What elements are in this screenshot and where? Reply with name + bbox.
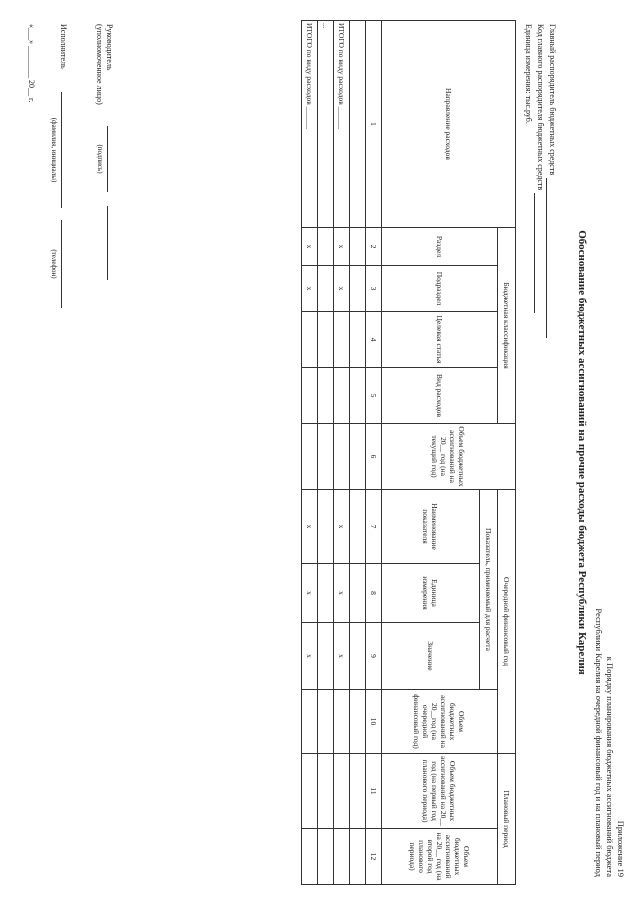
col-num: 2 <box>366 228 382 266</box>
appendix-ref-line1: к Порядку планирования бюджетных ассигнований бюджета <box>605 656 615 877</box>
col-num: 4 <box>366 312 382 368</box>
x-mark: х <box>302 266 318 312</box>
authorized-person-label: (уполномоченное лицо) <box>95 24 104 105</box>
header-budget-classification: Бюджетная классификация <box>498 228 516 424</box>
document-title: Обоснование бюджетных ассигнований на прочие расходы бюджета Республики Карелия <box>576 230 588 675</box>
executor-name-line <box>61 92 62 208</box>
header-next-year-volume: Объем бюджетных ассигнований на 20__год (на очередной финансовый год) <box>382 690 498 754</box>
executor-name-caption: (фамилия, инициалы) <box>50 117 58 183</box>
column-number-row <box>366 21 382 885</box>
col-num: 12 <box>366 829 382 885</box>
col-num: 6 <box>366 424 382 490</box>
header-subsection: Подраздел <box>382 266 498 312</box>
x-mark: х <box>302 490 318 564</box>
header-plan-second-year: Объем бюджетных ассигнований на 20__ год (на второй год планового периода) <box>382 829 498 885</box>
header-direction: Направление расходов <box>382 21 516 228</box>
x-mark: х <box>334 228 350 266</box>
head-name-line <box>107 206 108 280</box>
total-label: ИТОГО по виду расходов ______ <box>334 21 350 228</box>
header-section: Раздел <box>382 228 498 266</box>
meta-row-unit <box>522 24 534 338</box>
total-row <box>302 21 318 885</box>
meta-code-label: Код главного распорядителя бюджетных средств <box>536 24 545 191</box>
appendix-number: Приложение 19 <box>616 820 626 877</box>
x-mark: х <box>302 623 318 690</box>
col-num: 3 <box>366 266 382 312</box>
x-mark: х <box>334 623 350 690</box>
meta-row-distributor <box>546 24 558 338</box>
meta-distributor-line <box>546 178 555 338</box>
budget-table <box>301 20 516 885</box>
header-indicator-value: Значение <box>382 623 480 690</box>
col-num: 1 <box>366 21 382 228</box>
header-indicator-name: Наименование показателя <box>382 490 480 564</box>
appendix-header <box>593 608 626 877</box>
meta-code-line <box>534 193 543 313</box>
col-num: 9 <box>366 623 382 690</box>
date-line: «___» ________ 20__ г. <box>27 24 36 103</box>
header-planning-period: Плановый период <box>498 754 516 885</box>
x-mark: х <box>334 490 350 564</box>
x-mark: х <box>334 266 350 312</box>
blank-row <box>350 21 366 885</box>
col-num: 5 <box>366 368 382 424</box>
header-plan-first-year: Объем бюджетных ассигнований на 20__ год (на первый год планового периода) <box>382 754 498 829</box>
x-mark: х <box>302 564 318 623</box>
executor-phone-caption: (телефон) <box>50 249 58 279</box>
col-num: 10 <box>366 690 382 754</box>
header-expense-type: Вид расходов <box>382 368 498 424</box>
header-indicator: Показатель, применяемый для расчета <box>480 490 498 690</box>
meta-unit-label: Единица измерения: тыс.руб. <box>524 24 533 124</box>
appendix-ref-line2: Республики Карелия на очередной финансовый год и на плановый период <box>594 608 604 877</box>
ellipsis-row <box>318 21 334 885</box>
head-label: Руководитель <box>105 24 114 71</box>
col-num: 11 <box>366 754 382 829</box>
ellipsis: ... <box>318 21 334 228</box>
total-row <box>334 21 350 885</box>
head-signature-caption: (подпись) <box>96 144 104 174</box>
header-indicator-unit: Единица измерения <box>382 564 480 623</box>
col-num: 8 <box>366 564 382 623</box>
header-current-year: Объем бюджетных ассигнований на 20__ год (на текущий год) <box>382 424 516 490</box>
meta-block <box>522 24 558 338</box>
header-target-item: Целевая статья <box>382 312 498 368</box>
executor-phone-line <box>61 220 62 308</box>
x-mark: х <box>334 564 350 623</box>
total-label: ИТОГО по виду расходов ______ <box>302 21 318 228</box>
meta-row-code <box>534 24 546 338</box>
meta-distributor-label: Главный распорядитель бюджетных средств <box>548 24 557 176</box>
x-mark: х <box>302 228 318 266</box>
head-signature-line <box>107 126 108 192</box>
col-num: 7 <box>366 490 382 564</box>
executor-label: Исполнитель <box>59 24 68 69</box>
header-next-year: Очередной финансовый год <box>498 490 516 754</box>
